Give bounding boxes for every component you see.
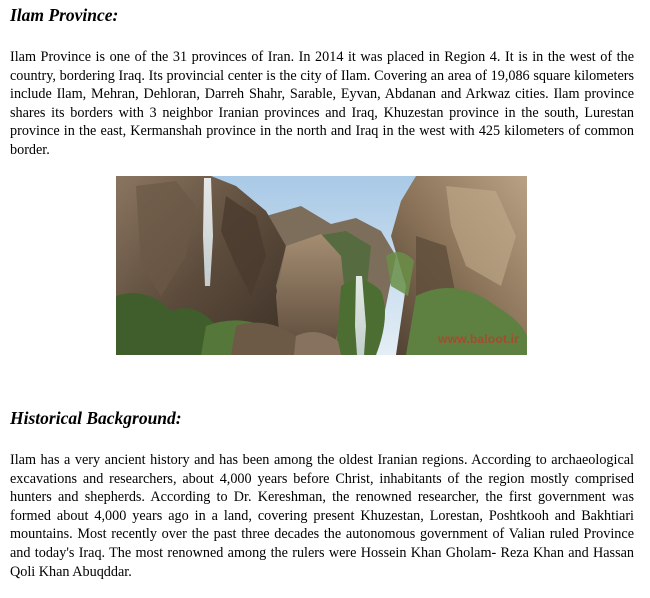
photo-illustration xyxy=(116,176,527,355)
photo-watermark: www.baloot.ir xyxy=(438,332,519,346)
history-paragraph: Ilam has a very ancient history and has been among the oldest Iranian regions. According to archaeological excavations and researchers, about 4,000 years before Christ, inhabitants of the region mostly comprised hunters and shepherds. According to Dr. Kereshman, the renowned researcher, the first government was formed about 4,000 years ago in a land, covering present Khuzestan, Lorestan, Poshtkooh and Bakhtiari mountains. Most recently over the past three decades the autonomous government of Valian ruled Province and today's Iraq. The most renowned among the rulers were Hossein Khan Gholam- Reza Khan and Hassan Qoli Khan Abuqddar. xyxy=(10,452,634,580)
section-title-historical-background: Historical Background: xyxy=(10,408,182,428)
waterfall-canyon-photo xyxy=(116,176,527,355)
intro-paragraph: Ilam Province is one of the 31 provinces of Iran. In 2014 it was placed in Region 4. It is in the west of the country, bordering Iraq. Its provincial center is the city of Ilam. Covering an area of 19,086 square kilometers include Ilam, Mehran, Dehloran, Darreh Shahr, Sarable, Eyvan, Abdanan and Arkwaz cities. Ilam province shares its borders with 3 neighbor Iranian provinces and Iraq, Khuzestan province in the south, Lurestan province in the east, Kermanshah province in the north and Iraq in the west with 425 kilometers of common border. xyxy=(10,49,634,158)
section-title-ilam-province: Ilam Province: xyxy=(10,5,119,25)
